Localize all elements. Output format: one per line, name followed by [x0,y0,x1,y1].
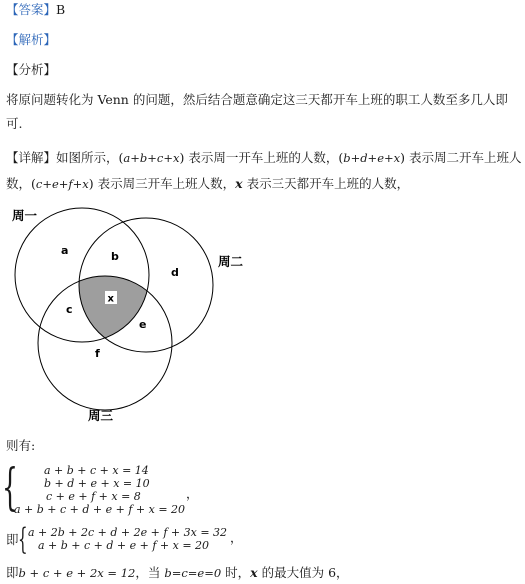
system1-brace: { [2,458,18,516]
label-monday: 周一 [12,208,38,223]
venn-diagram [0,196,260,426]
region-e: e [139,318,147,331]
region-b: b [111,250,119,263]
conclusion-text: 时， [221,565,251,580]
region-c: c [66,303,73,316]
label-tuesday: 周二 [218,254,244,269]
detail-text: ) 表示周二开车上班人 [400,150,522,165]
then-text: 则有: [6,438,36,453]
conclusion-text: 即 [6,565,19,580]
fenxi-tag: 【分析】 [6,62,57,77]
system2-eq-2: a + b + c + d + e + f + x = 20 [38,539,210,552]
analysis-header-line [6,32,56,48]
ji-prefix: 即 [6,532,19,547]
label-wednesday: 周三 [88,408,114,423]
detail-tag: 【详解】 [6,150,57,165]
conclusion-text: ，当 [135,565,165,580]
expr-monday: a+b+c+x [123,151,180,165]
system1-suffix: ， [186,486,199,501]
conclusion-var: x [250,565,258,580]
analysis-tag: 【解析】 [6,32,57,47]
expr-tuesday: b+d+e+x [343,151,401,165]
region-d: d [171,266,179,279]
fenxi-text: 将原问题转化为 Venn 的问题，然后结合题意确定这三天都开车上班的职工人数至多几人即可. [6,92,508,131]
answer-line [6,2,65,18]
region-f: f [95,347,100,360]
answer-value: B [56,2,66,17]
conclusion-text: 的最大值为 6， [257,565,349,580]
conclusion-equation: b + c + e + 2x = 12 [18,566,136,580]
system1-eq-4: a + b + c + d + e + f + x = 20 [14,503,186,516]
detail-text: 数，( [6,176,36,191]
detail-line-2 [6,176,409,192]
region-a: a [61,244,69,257]
detail-text: ) 表示周三开车上班人数， [88,176,236,191]
system1-eq-1: a + b + c + x = 14 [44,464,149,477]
system2-eq-1: a + 2b + 2c + d + 2e + f + 3x = 32 [28,526,228,539]
system1-eq-2: b + d + e + x = 10 [44,477,150,490]
var-x: x [235,176,243,191]
fenxi-header-line [6,62,56,78]
detail-text: 表示三天都开车上班的人数， [242,176,410,191]
detail-line-1 [6,150,521,166]
conclusion-line [6,565,349,581]
region-x: x [107,293,114,305]
detail-text: ) 表示周一开车上班的人数，( [179,150,344,165]
system1-eq-3: c + e + f + x = 8 [46,490,141,503]
answer-tag: 【答案】 [6,2,57,17]
conclusion-condition: b=c=e=0 [164,566,222,580]
system2-suffix: ， [230,530,243,545]
detail-text: 如图所示，( [56,150,124,165]
expr-wednesday: c+e+f+x [35,177,89,191]
system2-brace: { [18,522,28,557]
